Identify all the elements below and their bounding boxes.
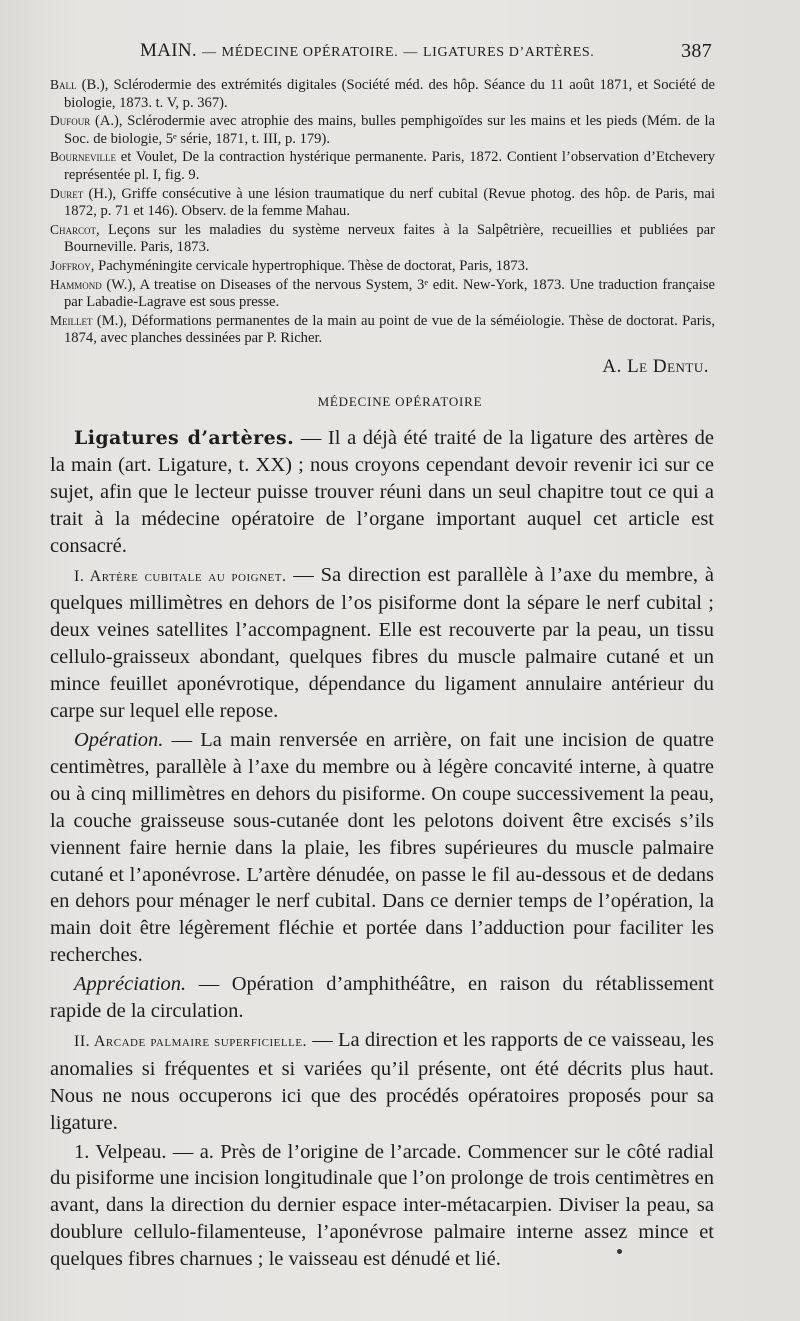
paragraph bbox=[50, 1139, 714, 1274]
article-body bbox=[50, 425, 714, 1275]
bib-text: , Pachyméningite cervicale hypertrophique. Thèse de doctorat, Paris, 1873. bbox=[90, 257, 529, 274]
bib-author: Ball bbox=[50, 77, 77, 92]
bib-text: , Leçons sur les maladies du système nerveux faites à la Salpêtrière, recueillies et publiées par Bourneville. Paris, 1873. bbox=[64, 221, 715, 256]
header-topic: LIGATURES D’ARTÈRES. bbox=[423, 45, 595, 60]
bib-text: (W.), A treatise on Diseases of the nervous System, 3ᵉ edit. New-York, 1873. Une traduction française par Labadie-Lagrave est sous presse. bbox=[64, 276, 715, 311]
paragraph-label: I. Artère cubitale au poignet. bbox=[74, 567, 287, 585]
bib-author: Charcot bbox=[50, 221, 97, 237]
section-title: MÉDECINE OPÉRATOIRE bbox=[317, 394, 483, 409]
bibliography-entry bbox=[50, 221, 715, 257]
bib-author: Hammond bbox=[50, 276, 102, 292]
paragraph-text: — Sa direction est parallèle à l’axe du membre, à quelques millimètres en dehors de l’os pisiforme dont la sépare le nerf cubital ; deux veines satellites l’accompagnent. Elle est recouverte par la peau, un tissu cellulo-graisseux abondant, quelques fibres du muscle palmaire cutané et un mince feuillet aponévrotique, dépendance du ligament annulaire antérieur du carpe sur lequel elle repose. bbox=[50, 563, 714, 723]
running-header bbox=[140, 40, 712, 66]
ink-speck bbox=[617, 1249, 622, 1254]
bib-text: (B.), Sclérodermie des extrémités digitales (Société méd. des hôp. Séance du 11 août 1871, et Société de biologie, 1873. t. V, p. 367). bbox=[64, 77, 715, 111]
bib-text: (A.), Sclérodermie avec atrophie des mains, bulles pemphigoïdes sur les mains et les pieds (Mém. de la Soc. de biologie, 5ᵉ série, 1871, t. III, p. 179). bbox=[64, 113, 715, 147]
paragraph-label: Opération. bbox=[74, 728, 164, 751]
bib-author: Duret bbox=[50, 185, 84, 201]
paragraph-heading: Ligatures d’artères. bbox=[74, 427, 295, 449]
bibliography-entry bbox=[50, 148, 715, 184]
bib-text: (H.), Griffe consécutive à une lésion traumatique du nerf cubital (Revue photog. des hôp. de Paris, mai 1872, p. 71 et 146). Observ. de la femme Mahau. bbox=[64, 185, 715, 220]
paragraph-label: Appréciation. bbox=[74, 973, 187, 996]
paragraph-text: — Il a déjà été traité de la ligature des artères de la main (art. Ligature, t. XX) ; nous croyons cependant devoir revenir ici sur ce sujet, afin que le lecteur puisse trouver réuni dans un seul chapitre tout ce qui a trait à la médecine opératoire de l’organe important auquel cet article est consacré. bbox=[50, 427, 714, 557]
paragraph-text: — La main renversée en arrière, on fait une incision de quatre centimètres, parallèle à l’axe du membre ou à légère concavité interne, à quatre ou à cinq millimètres en dehors du pisiforme. On coupe successivement la peau, la couche graisseuse sous-cutanée dont les pelotons doivent être excisés s’ils viennent faire hernie dans la plaie, les fibres supérieures du muscle palmaire cutané et l’aponévrose. L’artère dénudée, on passe le fil au-dessous et de dedans en dehors pour ménager le nerf cubital. Dans ce dernier temps de l’opération, la main doit être légèrement fléchie et portée dans l’adduction pour faciliter les recherches. bbox=[50, 728, 714, 967]
paragraph-text: 1. Velpeau. — a. Près de l’origine de l’arcade. Commencer sur le côté radial du pisiforme une incision longitudinale que l’on prolonge de trois centimètres en avant, dans la direction du dernier espace inter-métacarpien. Diviser la peau, sa doublure cellulo-filamenteuse, l’aponévrose palmaire interne assez mince et quelques fibres charnues ; le vaisseau est dénudé et lié. bbox=[50, 1140, 714, 1271]
header-section: MÉDECINE OPÉRATOIRE. bbox=[221, 45, 399, 60]
bibliography-entry bbox=[50, 312, 715, 348]
bib-text: et Voulet, De la contraction hystérique permanente. Paris, 1872. Contient l’observation d’Etchevery représentée pl. I, fig. 9. bbox=[64, 149, 715, 183]
header-dash-2: — bbox=[403, 45, 418, 60]
bib-author: Dufour bbox=[50, 113, 91, 129]
header-dash-1: — bbox=[201, 45, 217, 60]
bib-text: (M.), Déformations permanentes de la main au point de vue de la séméiologie. Thèse de doctorat. Paris, 1874, avec planches dessinées par P. Richer. bbox=[64, 312, 715, 347]
bib-author: Joffroy bbox=[50, 257, 91, 273]
paragraph-text: — Opération d’amphithéâtre, en raison du rétablissement rapide de la circulation. bbox=[50, 973, 714, 1023]
running-title bbox=[140, 40, 594, 62]
bibliography bbox=[50, 76, 715, 348]
page-number: 387 bbox=[681, 40, 712, 62]
paragraph-label: II. Arcade palmaire superficielle. bbox=[74, 1032, 308, 1050]
paragraph bbox=[50, 1027, 714, 1137]
bibliography-entry bbox=[50, 76, 715, 112]
paragraph bbox=[50, 562, 714, 725]
bibliography-entry bbox=[50, 112, 715, 148]
bib-author: Bourneville bbox=[50, 149, 116, 165]
bibliography-entry bbox=[50, 257, 715, 276]
bibliography-entry bbox=[50, 185, 715, 221]
paragraph-text: — La direction et les rapports de ce vaisseau, les anomalies si fréquentes et si variées qu’il présente, ont été décrits plus haut. Nous ne nous occuperons ici que des procédés opératoires proposés pour sa ligature. bbox=[50, 1028, 714, 1134]
bibliography-entry bbox=[50, 276, 715, 312]
paragraph bbox=[50, 425, 714, 560]
author-signature: A. Le Dentu. bbox=[602, 356, 709, 377]
paragraph bbox=[50, 971, 714, 1025]
bib-author: Meillet bbox=[50, 312, 93, 328]
header-main: MAIN. bbox=[140, 40, 197, 61]
paragraph bbox=[50, 727, 714, 969]
